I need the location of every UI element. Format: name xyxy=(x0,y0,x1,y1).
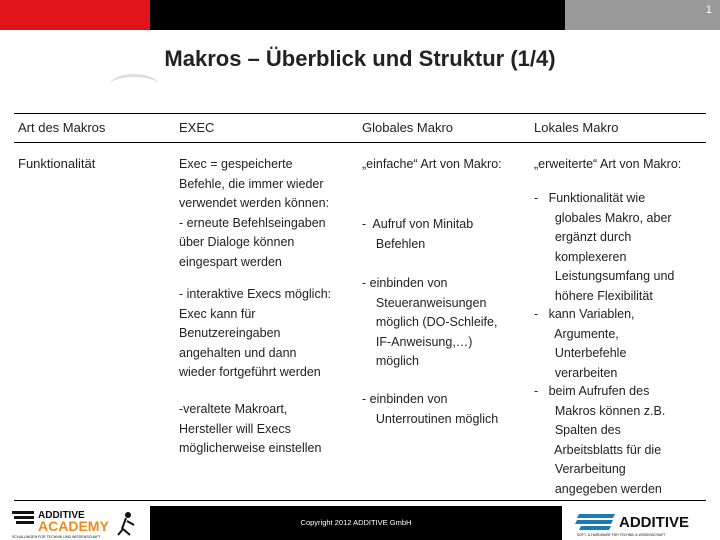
slide-number: 1 xyxy=(705,4,712,16)
table-header-rule xyxy=(14,142,706,143)
additive-logo xyxy=(575,510,715,538)
exec-paragraph-1: Exec = gespeicherte Befehle, die immer wieder verwendet werden können: - erneute Befehlseingaben über Dialoge können eingespart werden xyxy=(179,157,330,269)
exec-paragraph-2: - interaktive Execs möglich: Exec kann für Benutzereingaben angehalten und dann wieder fortgeführt werden xyxy=(179,287,332,379)
logo-left-line2: ACADEMY xyxy=(38,518,109,534)
table-top-rule xyxy=(14,113,706,114)
footer xyxy=(0,506,720,540)
header-black-block xyxy=(150,0,565,30)
logo-right-tagline: SOFT- & HARDWARE FÜR TECHNIK & WISSENSCHAFT xyxy=(577,533,666,537)
global-bullet-2: - einbinden von Steueranweisungen möglich (DO-Schleife, IF-Anweisung,…) möglich xyxy=(362,276,498,368)
exec-paragraph-3: -veraltete Makroart, Hersteller will Execs möglicherweise einstellen xyxy=(179,402,322,455)
copyright-text: Copyright 2012 ADDITIVE GmbH xyxy=(300,518,412,527)
header-gray-block xyxy=(565,0,720,30)
table-bottom-rule xyxy=(14,500,706,501)
local-bullet-1: - Funktionalität wie globales Makro, aber ergänzt durch komplexeren Leistungsumfang und höhere Flexibilität xyxy=(534,191,675,303)
header-globales-makro: Globales Makro xyxy=(362,120,454,135)
local-intro: „erweiterte“ Art von Makro: xyxy=(534,157,682,171)
title-decoration xyxy=(110,74,158,95)
header-lokales-makro: Lokales Makro xyxy=(534,120,619,135)
global-bullet-3: - einbinden von Unterroutinen möglich xyxy=(362,392,499,426)
global-bullet-1: - Aufruf von Minitab Befehlen xyxy=(362,217,474,251)
slide-title: Makros – Überblick und Struktur (1/4) xyxy=(164,46,556,71)
logo-left-tagline: SCHULUNGEN FÜR TECHNIK UND WISSENSCHAFT xyxy=(12,535,101,539)
global-intro: „einfache“ Art von Makro: xyxy=(362,157,502,171)
header-red-block xyxy=(0,0,150,30)
logo-left-line1: ADDITIVE xyxy=(38,510,85,521)
local-bullet-3: - beim Aufrufen des Makros können z.B. Spalten des Arbeitsblatts für die Verarbeitung angegeben werden xyxy=(534,384,666,496)
header-exec: EXEC xyxy=(179,120,215,135)
logo-right-name: ADDITIVE xyxy=(619,514,690,531)
row-label-funktionalitaet: Funktionalität xyxy=(18,156,96,171)
local-bullet-2: - kann Variablen, Argumente, Unterbefehle verarbeiten xyxy=(534,307,635,380)
header-art-des-makros: Art des Makros xyxy=(18,120,106,135)
header-bar xyxy=(0,0,720,30)
additive-academy-logo xyxy=(10,507,140,539)
